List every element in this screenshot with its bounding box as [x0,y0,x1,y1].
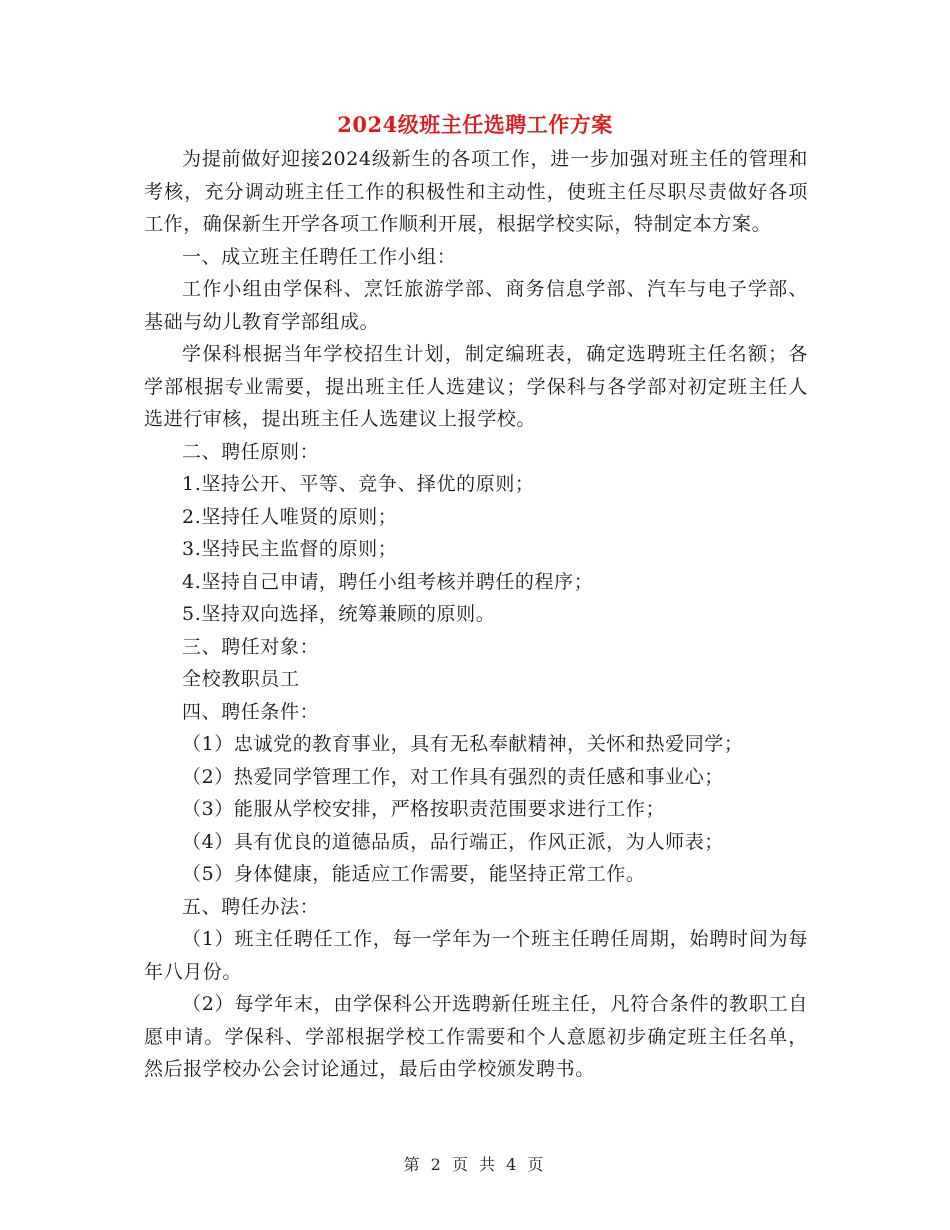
principle-item-5: 5.坚持双向选择，统筹兼顾的原则。 [182,603,496,625]
document-body [144,143,808,1086]
section-heading-4: 四、聘任条件： [182,700,320,723]
principle-item-3: 3.坚持民主监督的原则； [182,538,398,560]
condition-item-3: （3）能服从学校安排，严格按职责范围要求进行工作； [182,798,666,820]
principle-item-4: 4.坚持自己申请，聘任小组考核并聘任的程序； [182,570,594,593]
page-number-footer: 第 2 页 共 4 页 [403,1155,547,1174]
principle-item-1: 1.坚持公开、平等、竞争、择优的原则； [182,473,535,495]
section-heading-3: 三、聘任对象： [182,635,320,658]
paragraph-group-process: 学保科根据当年学校招生计划，制定编班表，确定选聘班主任名额；各学部根据专业需要，提出班主任人选建议；学保科与各学部对初定班主任人选进行审核，提出班主任人选建议上报学校。 [144,343,808,430]
principle-item-2: 2.坚持任人唯贤的原则； [182,505,398,528]
document-title: 2024级班主任选聘工作方案 [337,112,613,137]
condition-item-4: （4）具有优良的道德品质，品行端正，作风正派，为人师表； [182,830,724,853]
paragraph-group-members: 工作小组由学保科、烹饪旅游学部、商务信息学部、汽车与电子学部、基础与幼儿教育学部组成。 [144,278,808,333]
condition-item-5: （5）身体健康，能适应工作需要，能坚持正常工作。 [182,863,646,885]
paragraph-intro: 为提前做好迎接2024级新生的各项工作，进一步加强对班主任的管理和考核，充分调动班主任工作的积极性和主动性，使班主任尽职尽责做好各项工作，确保新生开学各项工作顺利开展，根据学校实际，特制定本方案。 [144,148,808,235]
section-heading-5: 五、聘任办法： [182,895,320,918]
condition-item-1: （1）忠诚党的教育事业，具有无私奉献精神，关怀和热爱同学； [182,733,744,755]
method-item-1: （1）班主任聘任工作，每一学年为一个班主任聘任周期，始聘时间为每年八月份。 [144,928,808,983]
paragraph-target: 全校教职员工 [182,668,300,690]
section-heading-1: 一、成立班主任聘任工作小组： [182,245,457,268]
condition-item-2: （2）热爱同学管理工作，对工作具有强烈的责任感和事业心； [182,765,724,788]
method-item-2: （2）每学年末，由学保科公开选聘新任班主任，凡符合条件的教职工自愿申请。学保科、学部根据学校工作需要和个人意愿初步确定班主任名单，然后报学校办公会讨论通过，最后由学校颁发聘书。 [144,993,808,1080]
section-heading-2: 二、聘任原则： [182,440,320,463]
